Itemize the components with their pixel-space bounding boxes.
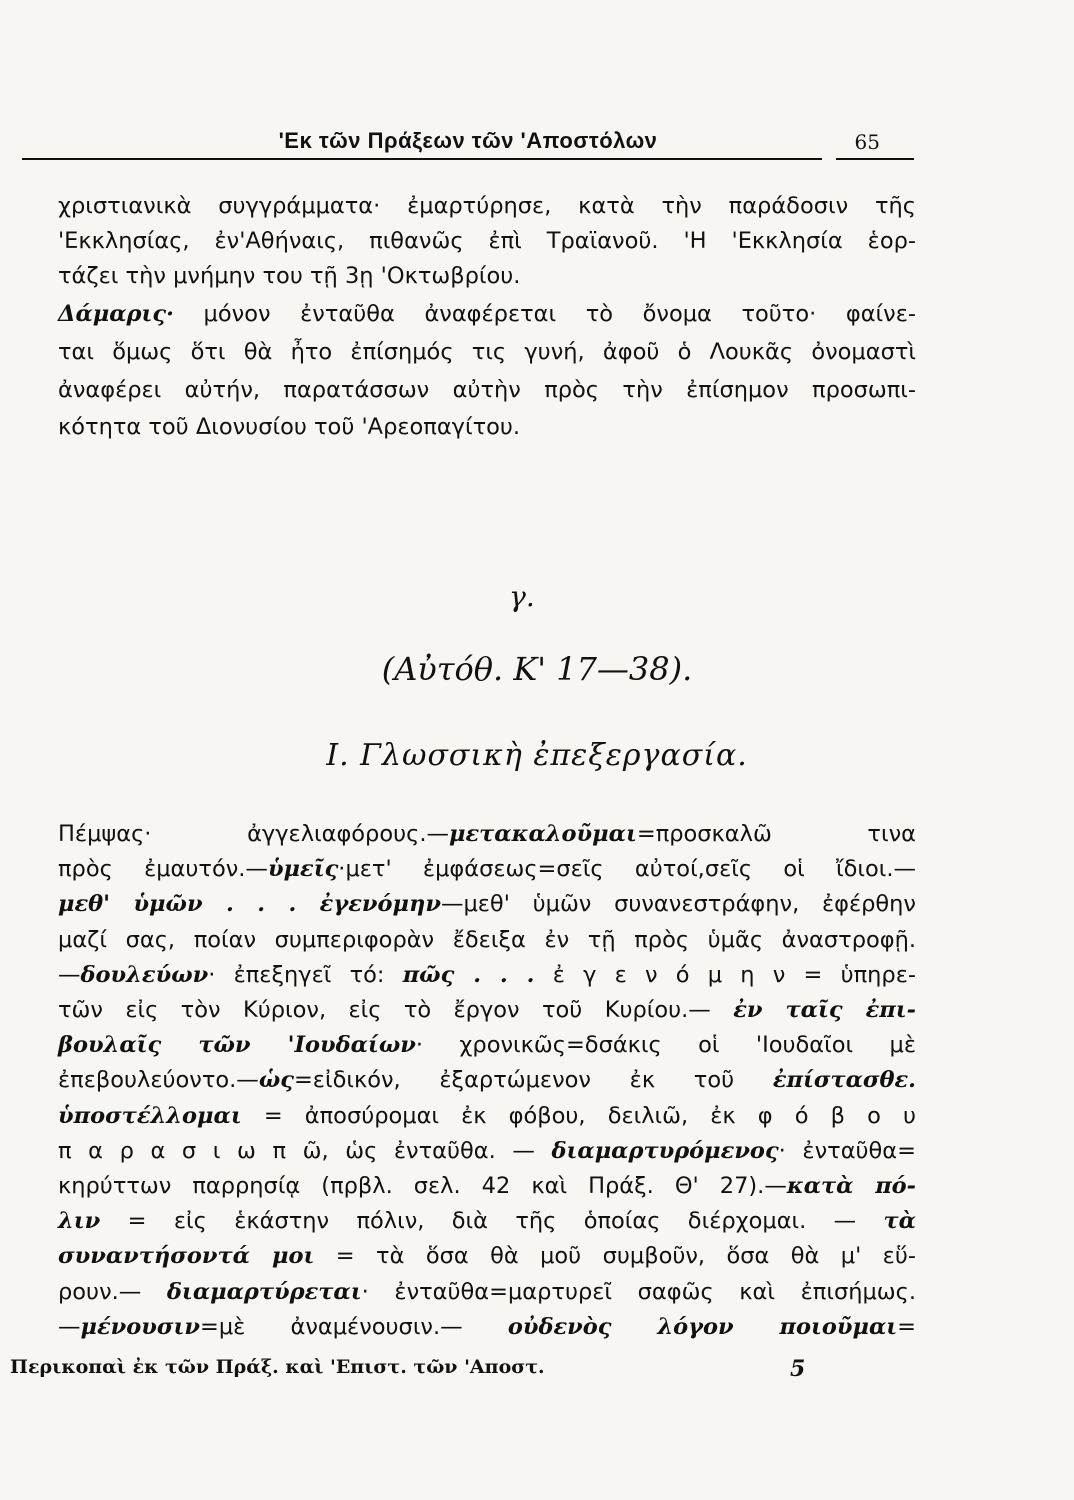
gloss-line: [58, 853, 916, 885]
gloss-text: · ἐνταῦθα=μαρτυρεῖ σαφῶς καὶ ἐπισήμως.: [361, 1278, 916, 1305]
gloss-line: [58, 1135, 916, 1167]
gloss-line: [58, 1311, 916, 1343]
section-letter: γ.: [509, 580, 535, 613]
gloss-text: ἐπεβουλεύοντο.—: [58, 1067, 259, 1094]
gloss-text: ἐ γ ε ν ό μ η ν = ὑπηρε-: [534, 961, 916, 988]
gloss-text: =: [897, 1313, 917, 1340]
signature-number: 5: [790, 1356, 806, 1382]
text-line: ἀναφέρει αὐτήν, παρατάσσων αὐτὴν πρὸς τὴν ἐπίσημον προσωπι-: [58, 377, 916, 403]
gloss-term: πῶς . . .: [402, 961, 535, 988]
gloss-term: ὑποστέλλομαι: [58, 1102, 242, 1129]
gloss-term: βουλαῖς τῶν 'Ιουδαίων: [58, 1032, 416, 1059]
passage-reference: (Αὐτόθ. Κ' 17—38).: [381, 650, 693, 688]
page-number-rule: [836, 158, 914, 160]
gloss-text: =προσκαλῶ τινα: [636, 821, 916, 847]
gloss-text: μαζί σας, ποίαν συμπεριφορὰν ἔδειξα ἐν τῇ πρὸς ὑμᾶς ἀναστροφῇ.: [58, 926, 916, 953]
gloss-line: [58, 994, 916, 1026]
gloss-line: [58, 1276, 916, 1308]
gloss-term: ὡς: [258, 1067, 294, 1094]
gloss-line: [58, 1029, 916, 1061]
gloss-line: [58, 1170, 916, 1202]
gloss-term: ὑμεῖς: [267, 856, 339, 883]
gloss-text: · ἐνταῦθα=: [778, 1137, 916, 1164]
running-header: [22, 128, 914, 158]
gloss-line: [58, 1205, 916, 1237]
gloss-line: [58, 888, 916, 920]
gloss-text: =μὲ ἀναμένουσιν.—: [199, 1313, 508, 1340]
gloss-text: —: [58, 1313, 81, 1340]
gloss-text: = ἀποσύρομαι ἐκ φόβου, δειλιῶ, ἐκ φ ό β ο υ: [241, 1102, 916, 1129]
gloss-term: ἐπίστασθε.: [772, 1067, 916, 1094]
gloss-term: ἐν ταῖς ἐπι-: [733, 997, 917, 1023]
gloss-term: οὐδενὸς λόγον ποιοῦμαι: [507, 1313, 898, 1340]
gloss-text: κηρύττων παρρησίᾳ (πρβλ. σελ. 42 καὶ Πράξ. Θ' 27).—: [58, 1173, 787, 1199]
gloss-term: διαμαρτυρόμενος: [551, 1137, 779, 1164]
gloss-text: ·μετ' ἐμφάσεως=σεῖς αὐτοί,σεῖς οἱ ἴδιοι.—: [338, 856, 917, 883]
gloss-line: [58, 1064, 916, 1096]
gloss-text: =εἰδικόν, ἐξαρτώμενον ἐκ τοῦ: [293, 1067, 773, 1094]
gloss-term: διαμαρτύρεται: [166, 1278, 362, 1305]
text-line: κότητα τοῦ Διονυσίου τοῦ 'Αρεοπαγίτου.: [58, 414, 521, 440]
running-title: 'Εκ τῶν Πράξεων τῶν 'Αποστόλων: [278, 128, 658, 153]
gloss-text: = εἰς ἑκάστην πόλιν, διὰ τῆς ὁποίας διέρχομαι. —: [100, 1208, 884, 1235]
gloss-term: κατὰ πό-: [786, 1173, 917, 1199]
gloss-text: = τὰ ὅσα θὰ μοῦ συμβοῦν, ὅσα θὰ μ' εὕ-: [314, 1243, 916, 1270]
gloss-text: —: [58, 961, 81, 988]
gloss-text: πρὸς ἐμαυτόν.—: [58, 856, 268, 883]
text-line: 'Εκκλησίας, ἐν'Αθήναις, πιθανῶς ἐπὶ Τραϊανοῦ. 'Η 'Εκκλησία ἑορ-: [58, 228, 916, 254]
gloss-text: Πέμψας· ἀγγελιαφόρους.—: [58, 821, 449, 847]
gloss-text: π α ρ α σ ι ω π ῶ, ὡς ἐνταῦθα. —: [58, 1137, 552, 1164]
gloss-term: λιν: [58, 1208, 101, 1235]
gloss-text: · χρονικῶς=δσάκις οἱ 'Ιουδαῖοι μὲ: [415, 1032, 916, 1059]
gloss-text: · ἐπεξηγεῖ τό:: [208, 961, 403, 988]
gloss-term: μένουσιν: [80, 1313, 200, 1340]
text-line: χριστιανικὰ συγγράμματα· ἐμαρτύρησε, κατὰ τὴν παράδοσιν τῆς: [58, 193, 916, 219]
gloss-line: [58, 1100, 916, 1132]
footer-title: Περικοπαὶ ἐκ τῶν Πράξ. καὶ 'Επιστ. τῶν 'Αποστ.: [10, 1356, 545, 1378]
gloss-term: δουλεύων: [80, 961, 209, 988]
gloss-term: συναντήσοντά μοι: [58, 1243, 315, 1270]
gloss-text: ρουν.—: [58, 1278, 167, 1305]
gloss-term: μετακαλοῦμαι: [448, 821, 637, 847]
text-line: Δάμαρις· μόνον ἐνταῦθα ἀναφέρεται τὸ ὄνομα τοῦτο· φαίνε-: [58, 301, 916, 327]
gloss-term: τὰ: [883, 1208, 916, 1235]
term-damaris: Δάμαρις·: [58, 301, 174, 327]
gloss-line: [58, 1240, 916, 1272]
gloss-line: [58, 959, 916, 991]
text-line: τάζει τὴν μνήμην του τῇ 3ῃ 'Οκτωβρίου.: [58, 263, 521, 289]
gloss-line: [58, 818, 916, 850]
gloss-term: μεθ' ὑμῶν . . . ἐγενόμην: [58, 891, 441, 918]
page-number: 65: [854, 130, 880, 154]
gloss-text: —μεθ' ὑμῶν συνανεστράφην, ἐφέρθην: [440, 891, 916, 918]
section-heading: Ι. Γλωσσικὴ ἐπεξεργασία.: [326, 738, 748, 773]
footer: [10, 1356, 890, 1386]
text-line: ται ὅμως ὅτι θὰ ἦτο ἐπίσημός τις γυνή, ἀφοῦ ὁ Λουκᾶς ὀνομαστὶ: [58, 339, 916, 365]
gloss-text: τῶν εἰς τὸν Κύριον, εἰς τὸ ἔργον τοῦ Κυρίου.—: [58, 997, 734, 1023]
gloss-line: [58, 924, 916, 956]
header-rule: [22, 158, 822, 160]
